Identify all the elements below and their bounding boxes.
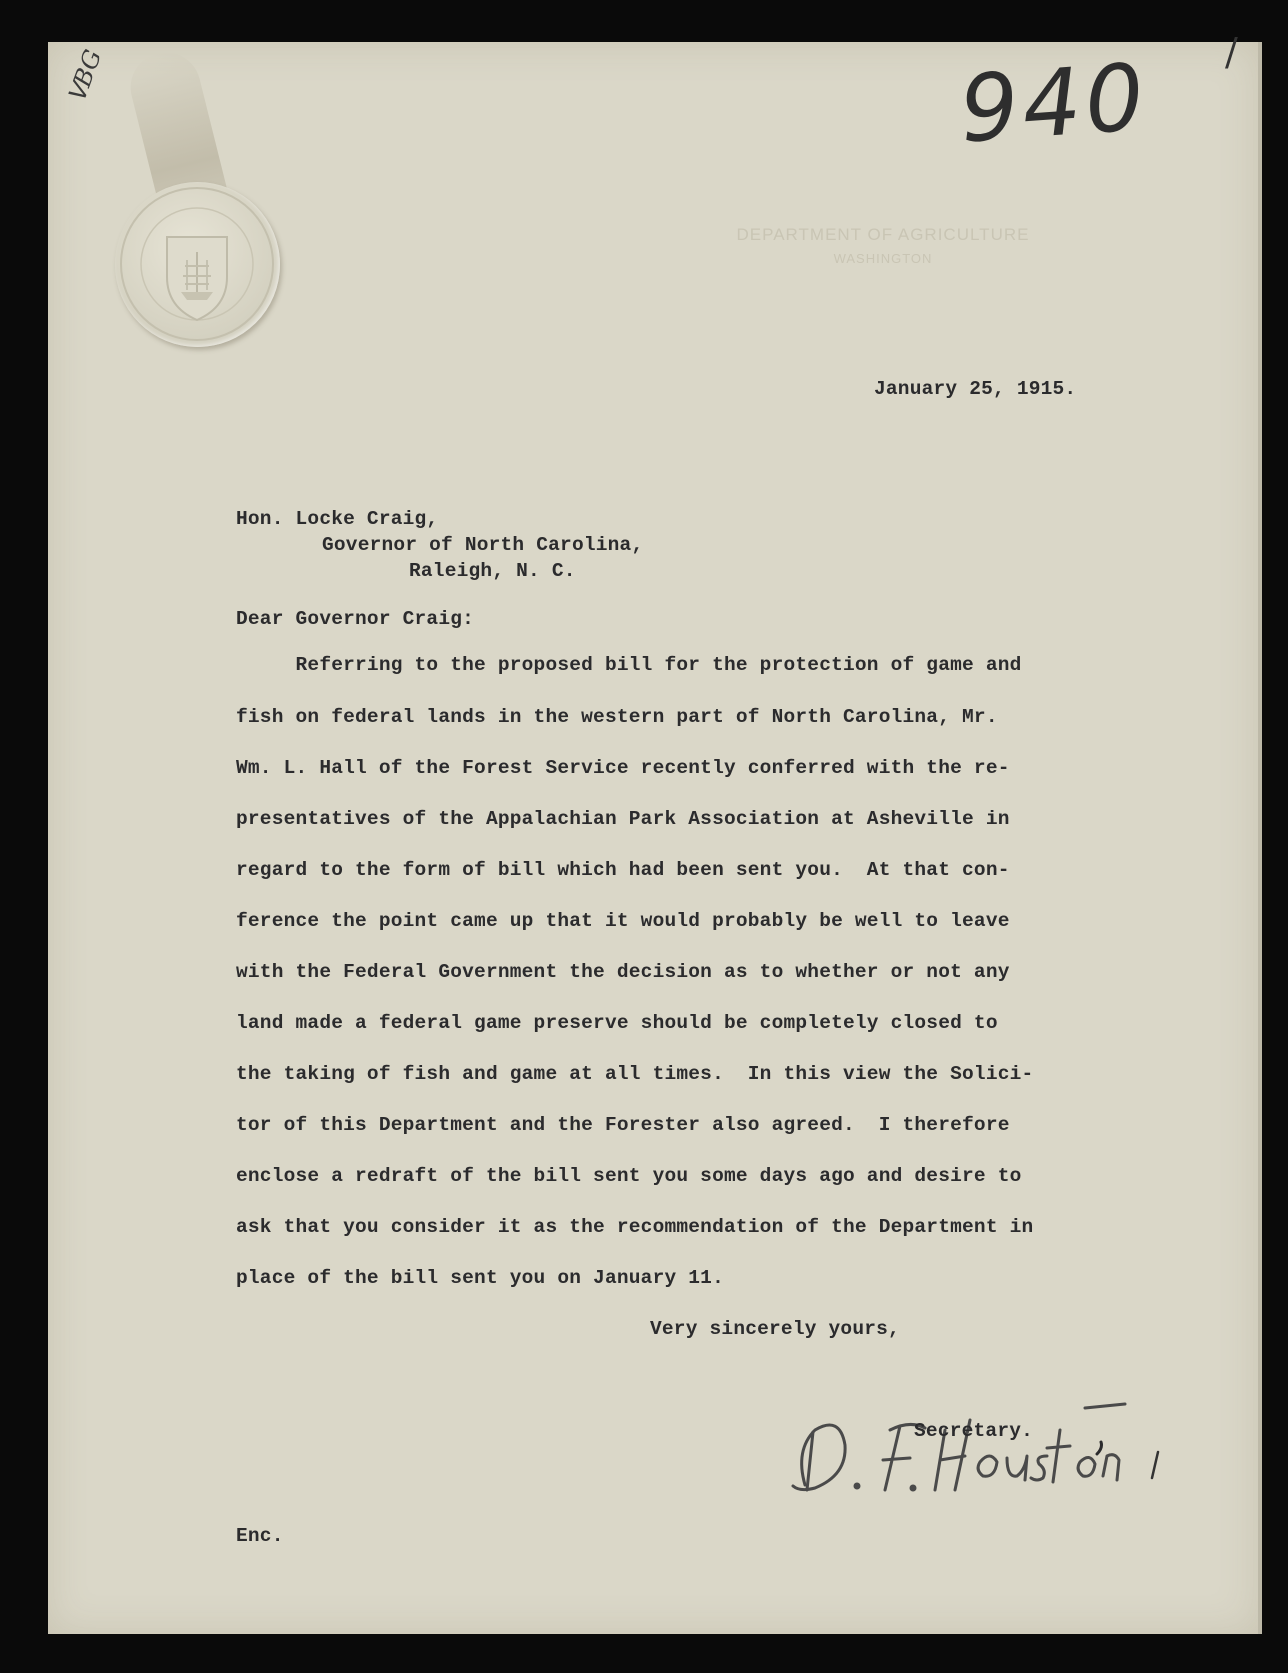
signature-comma xyxy=(1095,1440,1105,1450)
body-line: regard to the form of bill which had been sent you. At that con- xyxy=(236,859,1010,881)
letterhead-city: WASHINGTON xyxy=(833,251,933,266)
letterhead-department: DEPARTMENT OF AGRICULTURE xyxy=(736,225,1030,244)
letterhead xyxy=(718,225,1048,266)
body-line: fish on federal lands in the western part of North Carolina, Mr. xyxy=(236,706,998,728)
body-line: place of the bill sent you on January 11. xyxy=(236,1267,724,1289)
body-line: ference the point came up that it would probably be well to leave xyxy=(236,910,1010,932)
body-line: land made a federal game preserve should be completely closed to xyxy=(236,1012,998,1034)
recipient-location: Raleigh, N. C. xyxy=(409,560,576,582)
recipient-title: Governor of North Carolina, xyxy=(322,534,644,556)
enclosure-note: Enc. xyxy=(236,1525,284,1547)
letter-date: January 25, 1915. xyxy=(874,378,1077,400)
page-edge xyxy=(1258,42,1262,1634)
recipient-name: Hon. Locke Craig, xyxy=(236,508,439,530)
body-line: ask that you consider it as the recommendation of the Department in xyxy=(236,1216,1034,1238)
body-line: the taking of fish and game at all times. In this view the Solici- xyxy=(236,1063,1034,1085)
handwritten-signature xyxy=(785,1390,1145,1510)
body-line: enclose a redraft of the bill sent you some days ago and desire to xyxy=(236,1165,1022,1187)
body-line: presentatives of the Appalachian Park Association at Asheville in xyxy=(236,808,1010,830)
handwritten-initials: ᐯBG xyxy=(62,45,108,107)
ink-stroke-mark xyxy=(1148,1450,1162,1480)
body-line: with the Federal Government the decision as to whether or not any xyxy=(236,961,1010,983)
body-line: Wm. L. Hall of the Forest Service recently conferred with the re- xyxy=(236,757,1010,779)
seal-icon xyxy=(115,182,280,347)
salutation: Dear Governor Craig: xyxy=(236,608,475,630)
body-line: Referring to the proposed bill for the protection of game and xyxy=(236,654,1022,676)
handwritten-corner-mark: / xyxy=(1225,30,1238,74)
body-line: tor of this Department and the Forester also agreed. I therefore xyxy=(236,1114,1010,1136)
signer-title: Secretary. xyxy=(914,1420,1034,1442)
embossed-seal xyxy=(115,182,280,347)
handwritten-file-number: 940 xyxy=(956,43,1152,164)
closing: Very sincerely yours, xyxy=(650,1318,900,1340)
comma-icon xyxy=(1095,1440,1105,1456)
